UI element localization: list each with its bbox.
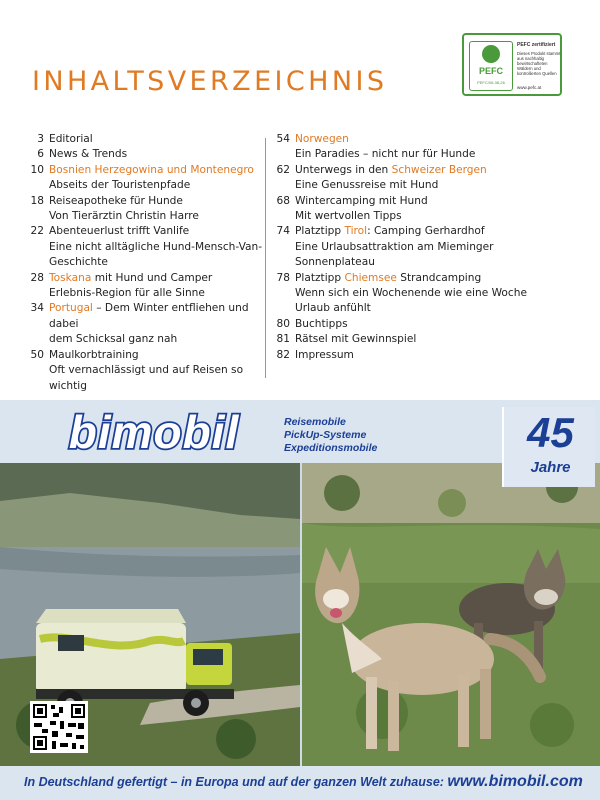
entry-text [49, 363, 266, 394]
entry-text [49, 224, 266, 239]
page-number [30, 332, 49, 347]
entry-text [49, 178, 266, 193]
toc-entry [30, 240, 266, 255]
toc-right-column [276, 132, 566, 363]
page-number [276, 147, 295, 162]
anniversary-badge [502, 407, 595, 487]
highlighted-destination: Tirol [344, 225, 368, 238]
page-number: 6 [37, 148, 44, 161]
toc-entry [276, 317, 566, 332]
entry-text [295, 194, 566, 209]
entry-text-part: Impressum [295, 348, 354, 361]
entry-text-part: Unterwegs in den [295, 163, 392, 176]
toc-entry [276, 209, 566, 224]
page-number [276, 301, 295, 316]
toc-entry [276, 332, 566, 347]
entry-text [295, 332, 566, 347]
entry-text [49, 132, 266, 147]
page-number: 62 [276, 163, 290, 176]
entry-text-part: Sonnenplateau [295, 256, 375, 269]
page-number: 54 [276, 133, 290, 145]
anniversary-number: 45 [527, 409, 574, 456]
entry-text [295, 224, 566, 239]
page-number [30, 255, 49, 270]
highlighted-destination: Bosnien Herzegowina und Montenegro [49, 163, 254, 176]
page-number [276, 178, 295, 193]
entry-text [295, 348, 566, 363]
page-number [30, 363, 49, 394]
entry-text [49, 301, 266, 332]
entry-text-part: Strandcamping [396, 271, 482, 284]
page-number: 34 [30, 302, 44, 315]
toc-entry [30, 301, 266, 332]
page-number: 22 [30, 225, 44, 238]
entry-text-part: Mit wertvollen Tipps [295, 210, 402, 223]
entry-text-part: Abseits der Touristenpfade [49, 179, 191, 192]
entry-text-part: Wintercamping mit Hund [295, 194, 428, 207]
entry-text-part: Maulkorbtraining [49, 348, 139, 361]
entry-text-part: : Camping Gerhardhof [367, 225, 485, 238]
page-number: 3 [37, 133, 44, 145]
entry-text-part: Platztipp [295, 271, 345, 284]
entry-text-part: Eine Genussreise mit Hund [295, 179, 439, 192]
entry-text [295, 132, 566, 147]
entry-text-part: Oft vernachlässigt und auf Reisen so wichtig [49, 364, 244, 392]
toc-entry [30, 132, 266, 147]
toc-entry [276, 147, 566, 162]
page-number: 80 [276, 317, 290, 330]
entry-text-part: Platztipp [295, 225, 345, 238]
toc-entry [276, 163, 566, 178]
entry-text [49, 348, 266, 363]
highlighted-destination: Portugal [49, 302, 93, 315]
page-number [30, 286, 49, 301]
entry-text [295, 240, 566, 255]
entry-text [49, 147, 266, 162]
product-tags [284, 416, 377, 455]
entry-text [295, 317, 566, 332]
toc-entry [276, 255, 566, 270]
entry-text [49, 286, 266, 301]
entry-text [295, 178, 566, 193]
toc-entry [30, 332, 266, 347]
pefc-title: PEFC zertifiziert [517, 42, 556, 48]
qr-code[interactable] [30, 701, 88, 753]
toc-entry [30, 194, 266, 209]
entry-text [295, 271, 566, 286]
toc-entry [30, 348, 266, 363]
toc-entry [276, 224, 566, 239]
page-number: 74 [276, 225, 290, 238]
pefc-code: PEFC/06-38-26 [477, 80, 505, 85]
toc-entry [30, 163, 266, 178]
pefc-text: Dieses Produkt stammt aus nachhaltig bewirtschafteten Wäldern und kontrollierten Quellen [517, 51, 561, 76]
toc-left-column [30, 132, 266, 394]
entry-text [295, 163, 566, 178]
entry-text [295, 255, 566, 270]
entry-text-part: mit Hund und Camper [91, 271, 213, 284]
entry-text [49, 194, 266, 209]
page-title: INHALTSVERZEICHNIS [32, 66, 388, 97]
entry-text [49, 240, 266, 255]
wolfdogs-photo [302, 463, 600, 767]
entry-text-part: Eine Urlaubsattraktion am Mieminger [295, 240, 494, 253]
page-number [276, 255, 295, 270]
column-divider [265, 138, 266, 378]
toc-entry [30, 271, 266, 286]
highlighted-destination: Chiemsee [344, 271, 397, 284]
entry-text-part: Geschichte [49, 256, 108, 269]
entry-text [49, 163, 266, 178]
toc-entry [276, 178, 566, 193]
page-number: 50 [30, 348, 44, 361]
page-number [30, 178, 49, 193]
website-link[interactable]: www.bimobil.com [447, 773, 583, 790]
entry-text-part: Abenteuerlust trifft Vanlife [49, 225, 190, 238]
highlighted-destination: Schweizer Bergen [391, 163, 487, 176]
toc-entry [30, 178, 266, 193]
page-number: 82 [276, 348, 290, 361]
tag-expeditionsmobile: Expeditionsmobile [284, 442, 378, 454]
toc-entry [276, 194, 566, 209]
entry-text-part: News & Trends [49, 148, 128, 161]
bimobil-advertisement [0, 400, 600, 800]
toc-entry [30, 363, 266, 394]
bimobil-logo [31, 408, 277, 458]
page-number: 18 [30, 194, 44, 207]
entry-text-part: Wenn sich ein Wochenende wie eine Woche [295, 287, 527, 300]
toc-entry [276, 348, 566, 363]
page-number [30, 209, 49, 224]
page-number [30, 240, 49, 255]
toc-entry [276, 301, 566, 316]
toc-entry [30, 147, 266, 162]
entry-text-part: Editorial [49, 133, 93, 145]
pefc-certification-badge [462, 33, 562, 96]
entry-text [49, 271, 266, 286]
entry-text-part: dem Schicksal ganz nah [49, 333, 178, 346]
toc-entry [30, 255, 266, 270]
entry-text [295, 209, 566, 224]
footer-claim: In Deutschland gefertigt – in Europa und auf der ganzen Welt zuhause: [24, 775, 448, 789]
pefc-logo-name: PEFC [478, 66, 503, 76]
entry-text-part: – Dem Winter entfliehen und dabei [49, 302, 249, 330]
highlighted-destination: Norwegen [295, 133, 349, 145]
page-number: 78 [276, 271, 290, 284]
page-number: 81 [276, 333, 290, 346]
page-number: 68 [276, 194, 290, 207]
tag-reisemobile: Reisemobile [284, 416, 346, 428]
page-number [276, 209, 295, 224]
entry-text [49, 255, 266, 270]
toc-entry [276, 132, 566, 147]
footer-slogan [24, 773, 583, 791]
toc-entry [30, 224, 266, 239]
entry-text-part: Urlaub anfühlt [295, 302, 371, 315]
entry-text [49, 209, 266, 224]
page-number [276, 240, 295, 255]
entry-text-part: Erlebnis-Region für alle Sinne [49, 287, 205, 300]
tree-icon [482, 45, 500, 63]
ad-footer [0, 766, 600, 800]
highlighted-destination: Toskana [49, 271, 92, 284]
entry-text [295, 286, 566, 301]
entry-text-part: Von Tierärztin Christin Harre [49, 210, 199, 223]
toc-entry [30, 286, 266, 301]
entry-text [49, 332, 266, 347]
brand-wordmark: bimobil [68, 408, 240, 458]
tag-pickup-systeme: PickUp-Systeme [284, 429, 367, 441]
page-number [276, 286, 295, 301]
entry-text-part: Ein Paradies – nicht nur für Hunde [295, 148, 476, 161]
toc-entry [276, 240, 566, 255]
entry-text-part: Buchtipps [295, 317, 348, 330]
pefc-url: www.pefc.at [517, 85, 542, 90]
entry-text-part: Eine nicht alltägliche Hund-Mensch-Van- [49, 240, 263, 253]
pefc-logo-mark [469, 41, 513, 91]
anniversary-label: Jahre [530, 459, 571, 476]
toc-entry [30, 209, 266, 224]
page-number: 10 [30, 163, 44, 176]
entry-text [295, 301, 566, 316]
entry-text-part: Rätsel mit Gewinnspiel [295, 333, 417, 346]
entry-text [295, 147, 566, 162]
entry-text-part: Reiseapotheke für Hunde [49, 194, 183, 207]
page-number: 28 [30, 271, 44, 284]
toc-entry [276, 271, 566, 286]
toc-entry [276, 286, 566, 301]
